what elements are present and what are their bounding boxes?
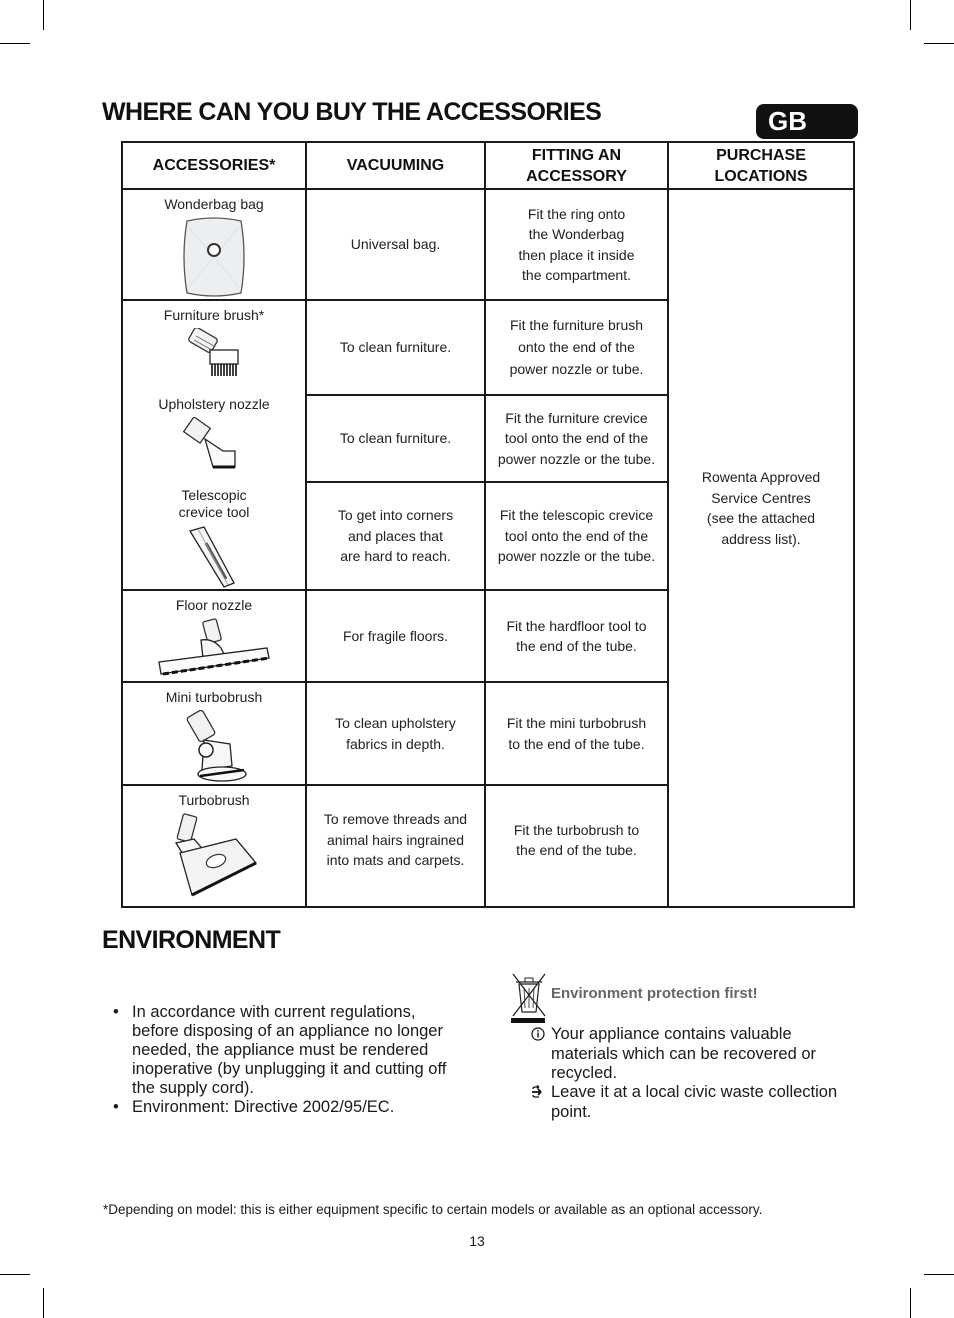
accessory-name: Furniture brush* (163, 307, 265, 323)
use-cell (306, 682, 485, 785)
crop-mark (924, 43, 954, 44)
bag-icon (179, 217, 249, 297)
crop-mark (910, 0, 911, 30)
floor-nozzle-icon (155, 618, 273, 680)
header-label: FITTING AN ACCESSORY (526, 146, 627, 185)
fitting-text: Fit the ring onto the Wonderbag then place it inside the compartment. (518, 205, 635, 283)
purchase-text: Rowenta Approved Service Centres (see the attached address list). (701, 469, 821, 547)
fitting-text: Fit the mini turbobrush to the end of the tube. (506, 715, 647, 752)
crop-mark (910, 1288, 911, 1318)
use-text: To clean furniture. (339, 339, 452, 356)
use-cell (306, 300, 485, 395)
page-number: 13 (469, 1233, 485, 1249)
header-accessories (122, 142, 306, 189)
crop-mark (43, 0, 44, 30)
use-text: Universal bag. (350, 236, 441, 253)
list-item: • Environment: Directive 2002/95/EC. (113, 1098, 458, 1117)
fitting-cell (485, 785, 668, 907)
use-text: For fragile floors. (342, 627, 449, 644)
turbobrush-icon (166, 813, 262, 903)
section-heading-accessories: WHERE CAN YOU BUY THE ACCESSORIES (102, 98, 602, 126)
accessory-name: Turbobrush (178, 792, 250, 808)
env-protection-heading: Environment protection first! (551, 985, 758, 1002)
use-cell (306, 189, 485, 300)
fitting-cell (485, 482, 668, 590)
fitting-cell (485, 590, 668, 682)
use-cell (306, 482, 485, 590)
table-header-row (122, 142, 854, 189)
use-cell (306, 785, 485, 907)
header-label: ACCESSORIES* (152, 157, 276, 174)
fitting-text: Fit the turbobrush to the end of the tube. (513, 821, 640, 858)
arrow-right-icon (531, 1085, 545, 1102)
use-text: To clean upholstery fabrics in depth. (335, 715, 456, 752)
header-purchase (668, 142, 854, 189)
crop-mark (924, 1274, 954, 1275)
fitting-cell (485, 682, 668, 785)
crop-mark (43, 1288, 44, 1318)
fitting-cell (485, 300, 668, 395)
table-row (122, 189, 854, 300)
header-label: PURCHASE LOCATIONS (714, 146, 808, 185)
accessory-cell (122, 590, 306, 682)
environment-bullets (113, 1003, 458, 1117)
env-recycle-text: Your appliance contains valuable materials which can be recovered or recycled. (551, 1025, 817, 1082)
env-collection-text: Leave it at a local civic waste collection point. (551, 1083, 838, 1121)
fitting-text: Fit the hardfloor tool to the end of the tube. (506, 617, 647, 654)
accessory-cell (122, 785, 306, 907)
section-heading-environment: ENVIRONMENT (102, 926, 281, 954)
use-cell (306, 590, 485, 682)
accessory-cell (122, 300, 306, 590)
language-badge: GB (756, 104, 858, 139)
crevice-tool-icon (184, 525, 244, 589)
accessory-name: Floor nozzle (175, 597, 253, 613)
accessory-cell (122, 189, 306, 300)
fitting-text: Fit the telescopic crevice tool onto the end of the power nozzle or the tube. (497, 507, 656, 565)
header-label: VACUUMING (346, 157, 445, 174)
use-cell (306, 395, 485, 482)
header-vacuuming (306, 142, 485, 189)
accessory-name: Wonderbag bag (164, 196, 264, 212)
accessories-table (121, 141, 855, 908)
purchase-cell (668, 189, 854, 907)
crop-mark (0, 43, 30, 44)
accessory-cell (122, 682, 306, 785)
fitting-text: Fit the furniture brush onto the end of the power nozzle or tube. (509, 317, 644, 378)
use-text: To clean furniture. (339, 430, 452, 447)
furniture-brush-icon (184, 328, 244, 380)
footnote: *Depending on model: this is either equipment specific to certain models or available as an optional accessory. (103, 1202, 763, 1217)
header-fitting (485, 142, 668, 189)
use-text: To get into corners and places that are hard to reach. (337, 507, 454, 565)
accessory-name: Upholstery nozzle (158, 396, 270, 412)
fitting-cell (485, 189, 668, 300)
fitting-text: Fit the furniture crevice tool onto the end of the power nozzle or the tube. (497, 409, 656, 467)
crossed-bin-icon (511, 972, 547, 1024)
info-icon (531, 1027, 545, 1044)
upholstery-nozzle-icon (183, 417, 245, 473)
accessory-name: Mini turbobrush (165, 689, 263, 705)
fitting-cell (485, 395, 668, 482)
accessory-name: Telescopic crevice tool (178, 487, 250, 520)
crop-mark (0, 1274, 30, 1275)
mini-turbobrush-icon (174, 710, 254, 784)
list-item: • In accordance with current regulations, before disposing of an appliance no longer needed, the appliance must be rendered inoperative (by unplugging it and cutting off the supply cord). (113, 1003, 458, 1098)
use-text: To remove threads and animal hairs ingrained into mats and carpets. (323, 811, 468, 869)
